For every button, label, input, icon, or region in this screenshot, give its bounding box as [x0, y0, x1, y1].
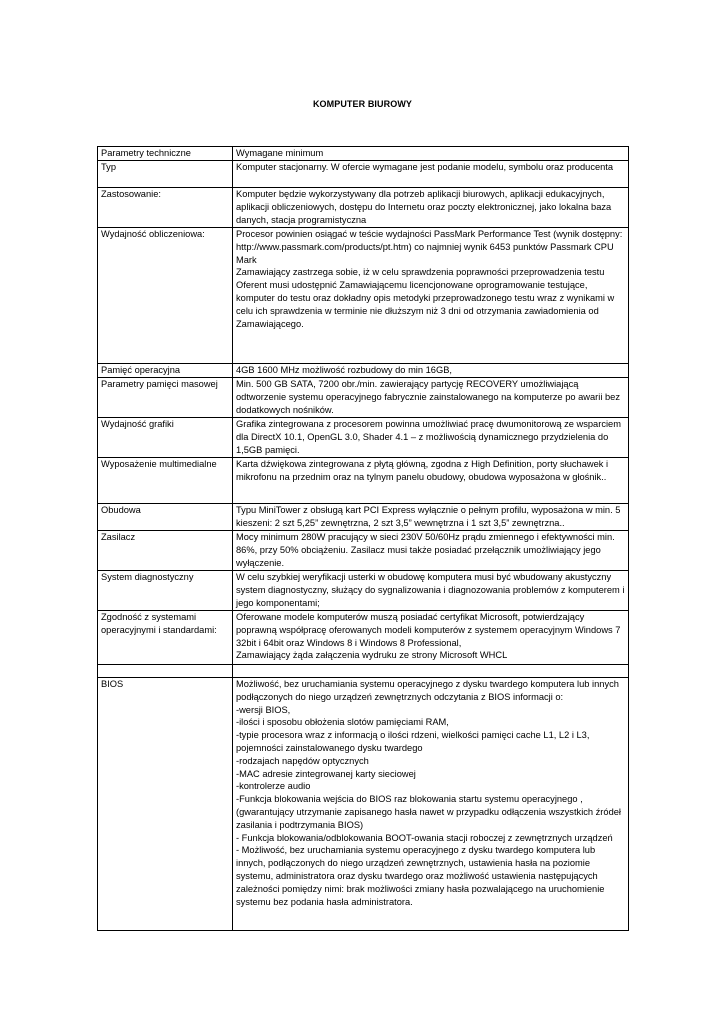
value-cell: W celu szybkiej weryfikacji usterki w obudowę komputera musi być wbudowany akustyczny system diagnostyczny, służący do sygnalizowania i diagnozowania problemów z komputerem i jego komponentami; — [233, 571, 629, 611]
table-row — [98, 161, 629, 188]
table-row — [98, 611, 629, 665]
table-row — [98, 228, 629, 364]
table-row — [98, 418, 629, 458]
param-cell: Wyposażenie multimedialne — [98, 458, 233, 504]
param-cell: Zgodność z systemami operacyjnymi i standardami: — [98, 611, 233, 665]
value-cell: Grafika zintegrowana z procesorem powinna umożliwiać pracę dwumonitorową ze wsparciem dla DirectX 10.1, OpenGL 3.0, Shader 4.1 – z możliwością dynamicznego przydzielenia do 1,5GB pamięci. — [233, 418, 629, 458]
value-cell: Karta dźwiękowa zintegrowana z płytą główną, zgodna z High Definition, porty słuchawek i mikrofonu na przednim oraz na tylnym panelu obudowy, obudowa wyposażona w głośnik.. — [233, 458, 629, 504]
value-cell: Oferowane modele komputerów muszą posiadać certyfikat Microsoft, potwierdzający poprawną współpracę oferowanych modeli komputerów z systemem operacyjnym Windows 7 32bit i 64bit oraz Windows 8 i Windows 8 Professional, Zamawiający żąda załączenia wydruku ze strony Microsoft WHCL — [233, 611, 629, 665]
param-cell: Zastosowanie: — [98, 188, 233, 228]
table-row — [98, 364, 629, 378]
header-param-cell: Parametry techniczne — [98, 147, 233, 161]
header-value-cell: Wymagane minimum — [233, 147, 629, 161]
value-cell: Komputer będzie wykorzystywany dla potrzeb aplikacji biurowych, aplikacji edukacyjnych, aplikacji obliczeniowych, dostępu do Internetu oraz poczty elektronicznej, jako lokalna baza danych, stacja programistyczna — [233, 188, 629, 228]
table-row — [98, 378, 629, 418]
value-cell: Mocy minimum 280W pracujący w sieci 230V 50/60Hz prądu zmiennego i efektywności min. 86%, przy 50% obciążeniu. Zasilacz musi także posiadać przełącznik umożliwiający jego wyłączenie. — [233, 531, 629, 571]
param-cell: Wydajność obliczeniowa: — [98, 228, 233, 364]
value-cell — [233, 665, 629, 678]
value-cell: Możliwość, bez uruchamiania systemu operacyjnego z dysku twardego komputera lub innych podłączonych do niego urządzeń zewnętrznych odczytania z BIOS informacji o: -wersji BIOS, -ilości i sposobu obłożenia slotów pamięciami RAM, -typie procesora wraz z informacją o ilości rdzeni, wielkości pamięci cache L1, L2 i L3, pojemności zainstalowanego dysku twardego -rodzajach napędów optycznych -MAC adresie zintegrowanej karty sieciowej -kontrolerze audio -Funkcja blokowania wejścia do BIOS raz blokowania startu systemu operacyjnego , (gwarantujący utrzymanie zapisanego hasła nawet w przypadku odłączenia wszystkich źródeł zasilania i podtrzymania BIOS) - Funkcja blokowania/odblokowania BOOT-owania stacji roboczej z zewnętrznych urządzeń - Możliwość, bez uruchamiania systemu operacyjnego z dysku twardego komputera lub innych, podłączonych do niego urządzeń zewnętrznych, ustawienia hasła na poziomie systemu, administratora oraz dysku twardego oraz możliwość ustawienia następujących zależności pomiędzy nimi: brak możliwości zmiany hasła pozwalającego na uruchomienie systemu bez podania hasła administratora. — [233, 678, 629, 931]
table-row — [98, 188, 629, 228]
param-cell: Zasilacz — [98, 531, 233, 571]
param-cell: Parametry pamięci masowej — [98, 378, 233, 418]
table-row — [98, 571, 629, 611]
value-cell: Typu MiniTower z obsługą kart PCI Express wyłącznie o pełnym profilu, wyposażona w min. 5 kieszeni: 2 szt 5,25” zewnętrzna, 2 szt 3,5” wewnętrzna i 1 szt 3,5” zewnętrzna.. — [233, 504, 629, 531]
value-cell: Procesor powinien osiągać w teście wydajności PassMark Performance Test (wynik dostępny: http://www.passmark.com/products/pt.htm) co najmniej wynik 6453 punktów Passmark CPU Mark Zamawiający zastrzega sobie, iż w celu sprawdzenia poprawności przeprowadzenia testu Oferent musi udostępnić Zamawiającemu licencjonowane oprogramowanie testujące, komputer do testu oraz dokładny opis metodyki przeprowadzonego testu wraz z wynikami w celu ich sprawdzenia w terminie nie dłuższym niż 3 dni od otrzymania zawiadomienia od Zamawiającego. — [233, 228, 629, 364]
document-title: KOMPUTER BIUROWY — [312, 99, 413, 109]
param-cell: Typ — [98, 161, 233, 188]
table-header-row — [98, 147, 629, 161]
param-cell: Obudowa — [98, 504, 233, 531]
value-cell: Komputer stacjonarny. W ofercie wymagane jest podanie modelu, symbolu oraz producenta — [233, 161, 629, 188]
requirements-table — [97, 146, 629, 931]
param-cell: Wydajność grafiki — [98, 418, 233, 458]
param-cell: Pamięć operacyjna — [98, 364, 233, 378]
table-row — [98, 531, 629, 571]
table-row-empty — [98, 665, 629, 678]
value-cell: Min. 500 GB SATA, 7200 obr./min. zawierający partycję RECOVERY umożliwiającą odtworzenie systemu operacyjnego fabrycznie zainstalowanego na komputerze po awarii bez dodatkowych nośników. — [233, 378, 629, 418]
param-cell — [98, 665, 233, 678]
table-row — [98, 504, 629, 531]
table-row — [98, 458, 629, 504]
param-cell: BIOS — [98, 678, 233, 931]
table-row — [98, 678, 629, 931]
value-cell: 4GB 1600 MHz możliwość rozbudowy do min 16GB, — [233, 364, 629, 378]
param-cell: System diagnostyczny — [98, 571, 233, 611]
